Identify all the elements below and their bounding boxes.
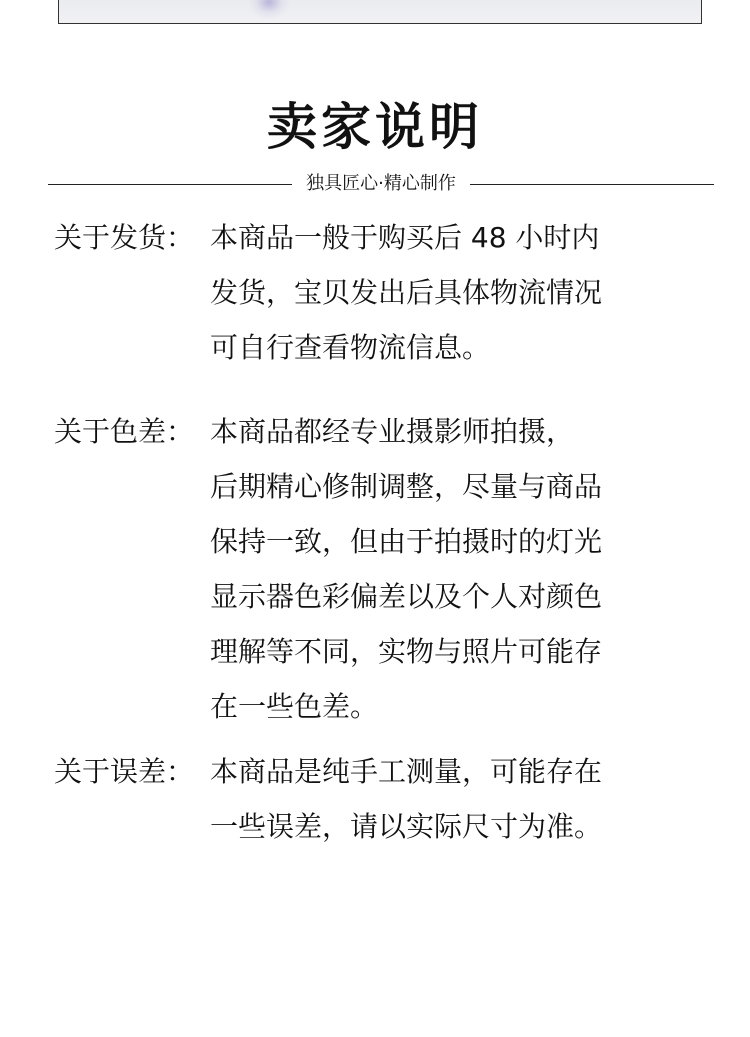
section-body: [210, 404, 602, 734]
subtitle-divider: [48, 171, 714, 197]
body-line: 在一些色差。: [210, 690, 379, 723]
product-photo-bottom-edge: [58, 0, 702, 24]
body-line: 理解等不同，实物与照片可能存: [210, 635, 603, 668]
page-title: 卖家说明: [267, 98, 483, 156]
body-line: 保持一致，但由于拍摄时的灯光: [210, 525, 603, 558]
section-body: [210, 210, 602, 375]
body-line: 显示器色彩偏差以及个人对颜色: [210, 580, 603, 613]
body-line: 发货，宝贝发出后具体物流情况: [210, 276, 603, 309]
section-label: 关于误差：: [54, 755, 195, 788]
subtitle: 独具匠心·精心制作: [306, 173, 456, 194]
body-line: 本商品是纯手工测量，可能存在: [210, 755, 603, 788]
divider-line-left: [48, 184, 292, 185]
body-line: 后期精心修制调整，尽量与商品: [210, 470, 603, 503]
body-line: 一些误差，请以实际尺寸为准。: [210, 810, 603, 843]
photo-highlight: [249, 0, 289, 19]
body-line: 本商品都经专业摄影师拍摄，: [210, 415, 575, 448]
body-line: 可自行查看物流信息。: [210, 331, 491, 364]
section-label: 关于发货：: [54, 221, 195, 254]
section-label: 关于色差：: [54, 415, 195, 448]
body-line: 本商品一般于购买后 48 小时内: [210, 221, 600, 254]
section-body: [210, 744, 602, 854]
divider-line-right: [470, 184, 714, 185]
